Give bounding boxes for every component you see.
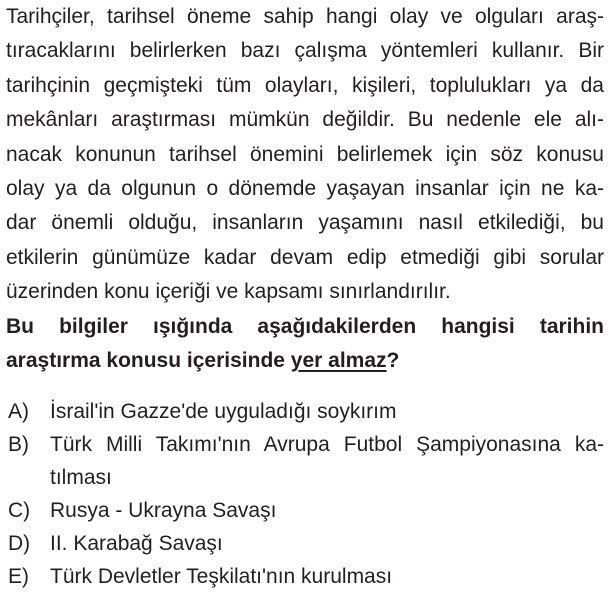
option-text-line: Rusya - Ukrayna Savaşı	[50, 499, 277, 522]
option-b[interactable]	[8, 428, 604, 494]
paragraph-line: tıracaklarını belirlerken bazı çalışma yöntemleri kullanır. Bir	[6, 39, 604, 63]
question-paragraph	[6, 0, 604, 310]
option-text-line: II. Karabağ Savaşı	[50, 532, 223, 555]
option-c[interactable]	[8, 494, 604, 527]
option-letter: C)	[8, 499, 31, 522]
paragraph-line: Tarihçiler, tarihsel öneme sahip hangi olay ve olguları araş-	[6, 5, 604, 28]
option-letter: D)	[8, 532, 31, 555]
question-block	[6, 0, 604, 378]
question-stem	[6, 310, 604, 378]
answer-options	[8, 395, 604, 593]
option-e[interactable]	[8, 560, 604, 593]
option-a[interactable]	[8, 395, 604, 428]
stem-text: araştırma konusu içerisinde	[6, 348, 291, 372]
paragraph-line: mekânları araştırması mümkün değildir. Bu nedenle ele alı-	[6, 108, 604, 132]
option-letter: A)	[8, 400, 29, 423]
paragraph-line: dar önemli olduğu, insanların yaşamını nasıl etkilediği, bu	[6, 211, 604, 235]
stem-line-1: Bu bilgiler ışığında aşağıdakilerden hangisi tarihin	[6, 314, 604, 338]
option-d[interactable]	[8, 527, 604, 560]
option-text	[50, 428, 604, 494]
paragraph-line: etkilerin günümüze kadar devam edip etmediği gibi sorular	[6, 245, 604, 269]
stem-line-2	[6, 344, 604, 378]
option-text	[50, 494, 604, 527]
option-text	[50, 560, 604, 593]
option-letter: E)	[8, 565, 29, 588]
paragraph-line: üzerinden konu içeriği ve kapsamı sınırlandırılır.	[6, 280, 451, 304]
option-text	[50, 395, 604, 428]
paragraph-line: tarihçinin geçmişteki tüm olayları, kişileri, toplulukları ya da	[6, 73, 604, 97]
paragraph-line: nacak konunun tarihsel önemini belirlemek için söz konusu	[6, 142, 604, 166]
paragraph-line: olay ya da olgunun o dönemde yaşayan insanlar için ne ka-	[6, 176, 604, 200]
stem-underlined-text: yer almaz	[290, 348, 387, 372]
option-text-line: Türk Milli Takımı'nın Avrupa Futbol Şampiyonasına ka-	[50, 433, 604, 456]
option-text	[50, 527, 604, 560]
option-letter: B)	[8, 433, 29, 456]
stem-question-mark: ?	[386, 348, 400, 372]
option-text-line: İsrail'in Gazze'de uyguladığı soykırım	[50, 400, 397, 423]
option-text-line: Türk Devletler Teşkilatı'nın kurulması	[50, 565, 393, 588]
option-text-line: tılması	[50, 466, 112, 489]
